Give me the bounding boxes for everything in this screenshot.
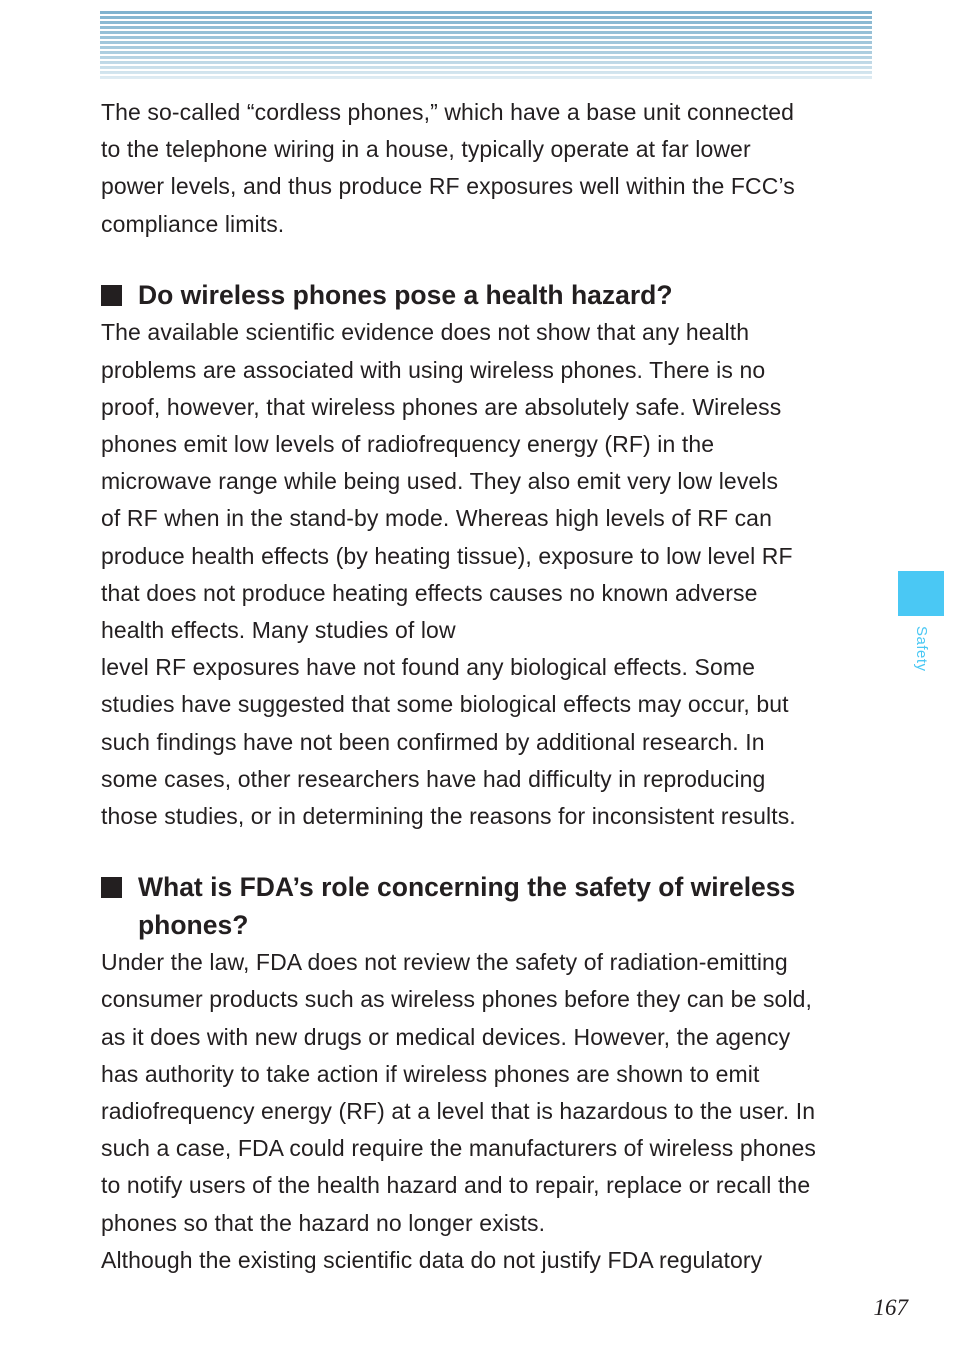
body-line: Although the existing scientific data do not justify FDA regulatory (101, 1246, 763, 1273)
body-line: microwave range while being used. They also emit very low levels (101, 468, 779, 495)
square-bullet-icon (101, 285, 122, 306)
body-line: radiofrequency energy (RF) at a level that is hazardous to the user. In (101, 1097, 816, 1124)
heading-line: phones? (138, 909, 249, 940)
body-line: such a case, FDA could require the manufacturers of wireless phones (101, 1135, 816, 1162)
square-bullet-icon (101, 877, 122, 898)
body-line: level RF exposures have not found any biological effects. Some (101, 654, 755, 681)
body-line: those studies, or in determining the reasons for inconsistent results. (101, 802, 796, 829)
intro-line: power levels, and thus produce RF exposures well within the FCC’s (101, 173, 795, 200)
page-number: 167 (873, 1295, 908, 1320)
body-line: consumer products such as wireless phones before they can be sold, (101, 986, 813, 1013)
section-tab-marker (898, 571, 944, 616)
section-tab-label: Safety (913, 626, 930, 672)
body-line: some cases, other researchers have had difficulty in reproducing (101, 765, 766, 792)
section-body-health-hazard (101, 314, 877, 835)
intro-line: compliance limits. (101, 210, 285, 237)
body-line: studies have suggested that some biological effects may occur, but (101, 691, 789, 718)
body-line: that does not produce heating effects causes no known adverse (101, 579, 758, 606)
body-line: health effects. Many studies of low (101, 616, 456, 643)
body-line: proof, however, that wireless phones are absolutely safe. Wireless (101, 393, 782, 420)
body-line: problems are associated with using wireless phones. There is no (101, 356, 766, 383)
section-heading-health-hazard (101, 277, 877, 315)
body-line: phones so that the hazard no longer exists. (101, 1209, 546, 1236)
page-content (101, 94, 877, 1279)
section-heading-fda-role (101, 869, 877, 944)
intro-paragraph (101, 94, 877, 243)
body-line: produce health effects (by heating tissue), exposure to low level RF (101, 542, 793, 569)
header-decorative-band (100, 11, 872, 79)
body-line: has authority to take action if wireless phones are shown to emit (101, 1060, 760, 1087)
body-line: The available scientific evidence does not show that any health (101, 319, 750, 346)
heading-line: Do wireless phones pose a health hazard? (138, 279, 673, 310)
heading-line: What is FDA’s role concerning the safety of wireless (138, 872, 796, 903)
body-line: Under the law, FDA does not review the safety of radiation-emitting (101, 949, 788, 976)
body-line: such findings have not been confirmed by additional research. In (101, 728, 765, 755)
body-line: to notify users of the health hazard and to repair, replace or recall the (101, 1172, 811, 1199)
intro-line: to the telephone wiring in a house, typically operate at far lower (101, 136, 751, 163)
section-body-fda-role (101, 944, 877, 1279)
intro-line: The so-called “cordless phones,” which have a base unit connected (101, 99, 795, 125)
body-line: as it does with new drugs or medical devices. However, the agency (101, 1023, 791, 1050)
body-line: of RF when in the stand-by mode. Whereas high levels of RF can (101, 505, 772, 532)
body-line: phones emit low levels of radiofrequency energy (RF) in the (101, 430, 715, 457)
